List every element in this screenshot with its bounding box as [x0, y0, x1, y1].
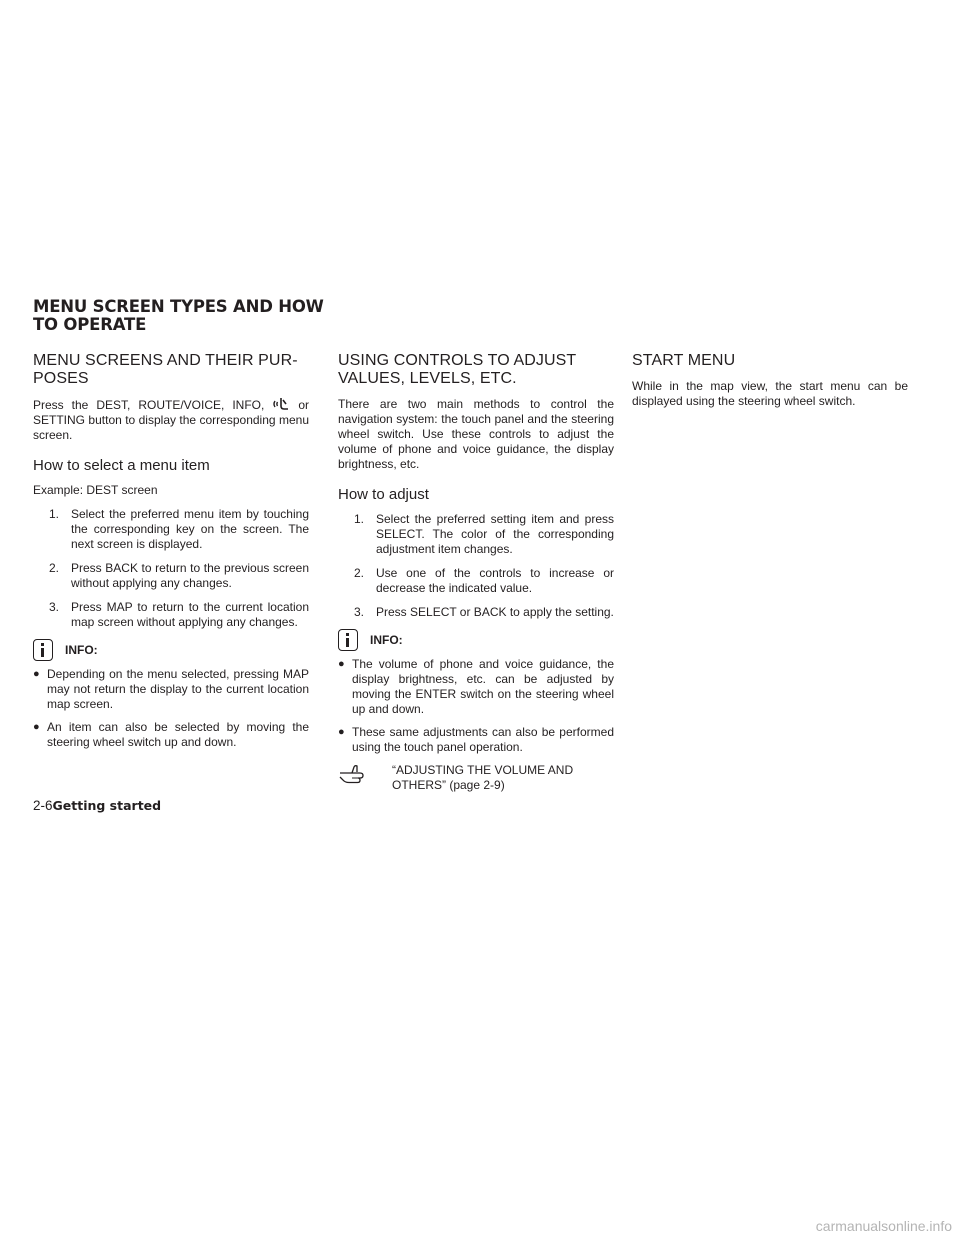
info-bullets — [338, 657, 614, 755]
info-callout — [338, 629, 614, 651]
column-start-menu — [632, 352, 908, 409]
intro-text-after-icon: or SETTING button to display the corresponding menu screen. — [33, 398, 309, 442]
page-reference — [338, 763, 614, 793]
section-title: MENU SCREEN TYPES AND HOW TO OPERATE — [33, 297, 324, 334]
page-number: 2-6 — [33, 798, 53, 813]
page-footer — [33, 798, 161, 813]
info-label: INFO: — [65, 642, 98, 657]
info-icon — [338, 629, 358, 651]
watermark: carmanualsonline.info — [815, 1218, 952, 1234]
heading-using-controls: USING CONTROLS TO ADJUST VALUES, LEVELS, ETC. — [338, 352, 577, 387]
select-steps-list — [33, 507, 309, 630]
list-item: ● The volume of phone and voice guidance, the display brightness, etc. can be adjusted by moving the ENTER switch on the steering wheel up and down. — [338, 657, 614, 716]
list-item: 1. Select the preferred setting item and press SELECT. The color of the corresponding adjustment item changes. — [354, 512, 614, 556]
chapter-name: Getting started — [52, 798, 162, 813]
list-item: 3. Press SELECT or BACK to apply the setting. — [354, 605, 614, 619]
column-using-controls — [338, 352, 614, 793]
list-item: ● These same adjustments can also be performed using the touch panel operation. — [338, 725, 614, 754]
info-callout — [33, 639, 309, 661]
list-item: ● An item can also be selected by moving the steering wheel switch up and down. — [33, 720, 309, 749]
column-menu-screens — [33, 352, 309, 758]
subheading-how-to-adjust: How to adjust — [338, 486, 429, 503]
bullet-icon: ● — [33, 721, 40, 733]
pointing-hand-icon — [338, 763, 376, 785]
bullet-icon: ● — [33, 668, 40, 680]
example-label: Example: DEST screen — [33, 483, 158, 497]
voice-hands-free-icon — [272, 397, 290, 411]
intro-paragraph — [33, 397, 309, 443]
list-item: ● Depending on the menu selected, pressing MAP may not return the display to the current location map screen. — [33, 667, 309, 711]
subheading-select-menu-item: How to select a menu item — [33, 457, 210, 474]
list-item: 1. Select the preferred menu item by touching the corresponding key on the screen. The next screen is displayed. — [49, 507, 309, 551]
reference-text: “ADJUSTING THE VOLUME AND OTHERS” (page 2-9) — [392, 763, 574, 792]
info-label: INFO: — [370, 632, 403, 647]
adjust-steps-list — [338, 512, 614, 620]
bullet-icon: ● — [338, 658, 345, 670]
info-icon — [33, 639, 53, 661]
heading-menu-screens: MENU SCREENS AND THEIR PUR- POSES — [33, 352, 298, 387]
list-item: 2. Use one of the controls to increase or decrease the indicated value. — [354, 566, 614, 595]
list-item: 3. Press MAP to return to the current location map screen without applying any changes. — [49, 600, 309, 629]
intro-text-before-icon: Press the DEST, ROUTE/VOICE, INFO, — [33, 398, 265, 412]
heading-start-menu: START MENU — [632, 352, 736, 369]
list-item: 2. Press BACK to return to the previous screen without applying any changes. — [49, 561, 309, 590]
controls-intro: There are two main methods to control the navigation system: the touch panel and the steering wheel switch. Use these controls to adjust the volume of phone and voice guidance, the display brightness, etc. — [338, 397, 614, 471]
start-menu-text: While in the map view, the start menu can be displayed using the steering wheel switch. — [632, 379, 908, 408]
info-bullets — [33, 667, 309, 750]
bullet-icon: ● — [338, 726, 345, 738]
